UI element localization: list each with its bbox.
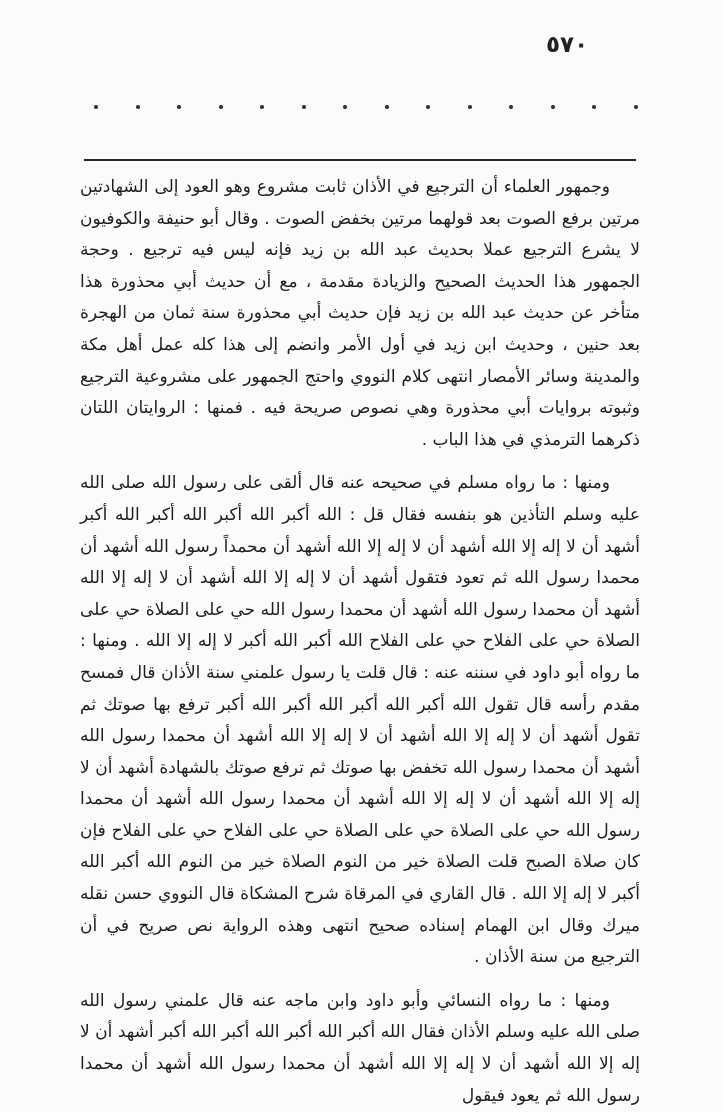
paragraph-1: وجمهور العلماء أن الترجيع في الأذان ثابت مشروع وهو العود إلى الشهادتين مرتين برفع الصوت بعد قولهما مرتين بخفض الصوت . وقال أبو حنيفة والكوفيون لا يشرع الترجيع عملا بحديث عبد الله بن زيد فإنه ليس فيه ترجيع . وحجة الجمهور هذا الحديث الصحيح والزيادة مقدمة ، مع أن حديث أبي محذورة هذا متأخر عن حديث عبد الله بن زيد فإن حديث أبي محذورة سنة ثمان من الهجرة بعد حنين ، وحديث ابن زيد في أول الأمر وانضم إلى هذا كله عمل أهل مكة والمدينة وسائر الأمصار انتهى كلام النووي واحتج الجمهور على مشروعية الترجيع وثبوته بروايات أبي محذورة وهي نصوص صريحة فيه . فمنها : الروايتان اللتان ذكرهما الترمذي في هذا الباب . — [80, 177, 640, 450]
paragraph-3: ومنها : ما رواه النسائي وأبو داود وابن ماجه عنه قال علمني رسول الله صلى الله عليه وسلم الأذان فقال الله أكبر الله أكبر الله أكبر الله أكبر أشهد أن لا إله إلا الله أشهد أن لا إله إلا الله أشهد أن محمدا رسول الله أشهد أن محمدا رسول الله ثم يعود فيقول — [80, 990, 640, 1106]
separator-dot — [509, 105, 513, 109]
dot-separator — [80, 101, 640, 113]
separator-dot — [426, 105, 430, 109]
separator-dot — [94, 105, 98, 109]
separator-dot — [260, 105, 264, 109]
separator-dot — [219, 105, 223, 109]
separator-dot — [634, 105, 638, 109]
separator-dot — [592, 105, 596, 109]
header-rule — [84, 159, 636, 161]
separator-dot — [302, 105, 306, 109]
separator-dot — [177, 105, 181, 109]
page-number: ٥٧٠ — [546, 32, 589, 58]
separator-dot — [468, 105, 472, 109]
separator-dot — [385, 105, 389, 109]
paragraph-2: ومنها : ما رواه مسلم في صحيحه عنه قال ألقى على رسول الله صلى الله عليه وسلم التأذين هو بنفسه فقال قل : الله أكبر الله أكبر الله أكبر الله أكبر أشهد أن لا إله إلا الله أشهد أن لا إله إلا الله أشهد أن محمداً رسول الله أشهد أن محمدا رسول الله ثم تعود فتقول أشهد أن لا إله إلا الله أشهد أن لا إله إلا الله أشهد أن محمدا رسول الله أشهد أن محمدا رسول الله حي على الصلاة حي على الصلاة حي على الفلاح حي على الفلاح الله أكبر الله أكبر لا إله إلا الله . ومنها : ما رواه أبو داود في سننه عنه : قال قلت يا رسول علمني سنة الأذان قال فمسح مقدم رأسه قال تقول الله أكبر الله أكبر الله أكبر الله أكبر ترفع بها صوتك ثم تقول أشهد أن لا إله إلا الله أشهد أن لا إله إلا الله أشهد أن محمدا رسول الله أشهد أن محمدا رسول الله تخفض بها صوتك ثم ترفع صوتك بالشهادة أشهد أن لا إله إلا الله أشهد أن لا إله إلا الله أشهد أن محمدا رسول الله أشهد أن محمدا رسول الله حي على الصلاة حي على الصلاة حي على الفلاح حي على الفلاح فإن كان صلاة الصبح قلت الصلاة خير من النوم الصلاة خير من النوم الله أكبر الله أكبر لا إله إلا الله . قال القاري في المرقاة شرح المشكاة قال النووي حسن نقله ميرك وقال ابن الهمام إسناده صحيح انتهى وهذه الرواية نص صريح في أن الترجيع من سنة الأذان . — [80, 473, 640, 968]
separator-dot — [136, 105, 140, 109]
separator-dot — [551, 105, 555, 109]
separator-dot — [343, 105, 347, 109]
body-text — [80, 172, 640, 1112]
